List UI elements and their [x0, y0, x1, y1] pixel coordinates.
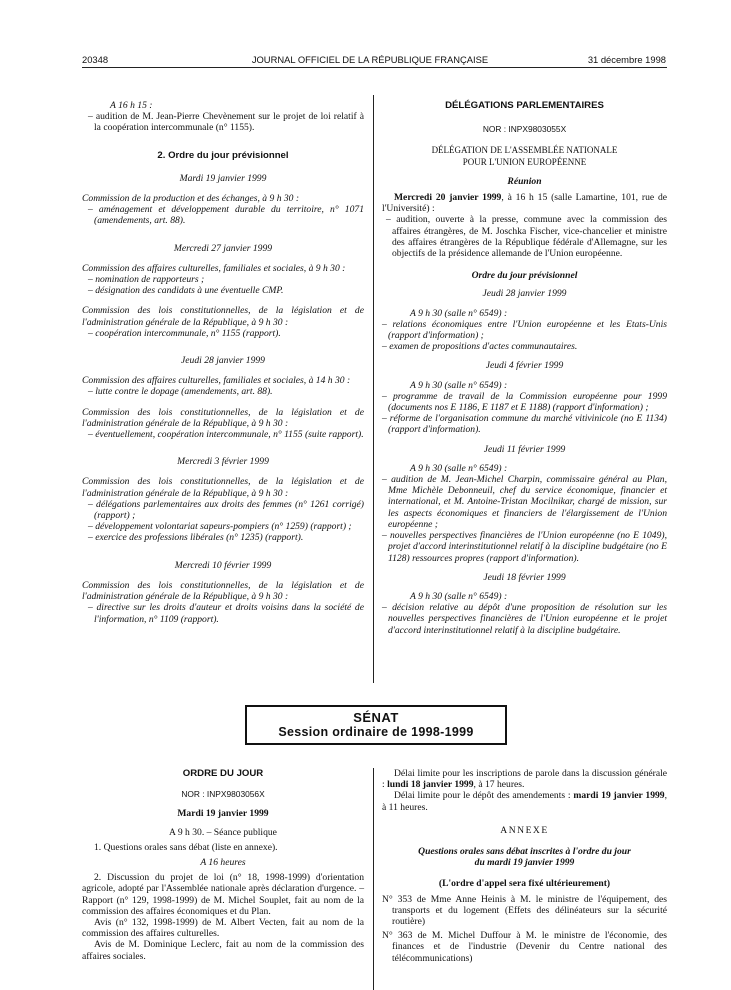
agenda-paragraph: Avis (n° 132, 1998-1999) de M. Albert Vecten, fait au nom de la commission des affaires culturelles.: [82, 917, 364, 940]
call-order-note: (L'ordre d'appel sera fixé ultérieurement): [438, 878, 611, 890]
date-heading: Jeudi 18 février 1999: [483, 571, 566, 583]
agenda-title: ORDRE DU JOUR: [182, 768, 264, 779]
section-heading: 2. Ordre du jour prévisionnel: [157, 149, 289, 161]
deadline-text: , à 11 heures.: [382, 790, 667, 813]
header-rule: [82, 67, 667, 68]
agenda-item: – nomination de rapporteurs ;: [88, 274, 205, 286]
deadline-text: , à 17 heures.: [473, 779, 525, 791]
agenda-item: – réforme de l'organisation commune du marché vitivinicole (no E 1134) (rapport d'information).: [382, 413, 667, 436]
time-label: A 9 h 30 (salle n° 6549) :: [410, 307, 508, 319]
right-column: [382, 100, 667, 636]
senat-banner: [245, 705, 507, 745]
time-label: A 9 h 30 (salle n° 6549) :: [410, 379, 508, 391]
agenda-item: – examen de propositions d'actes communautaires.: [382, 341, 578, 353]
agenda-item: – lutte contre le dopage (amendements, art. 88).: [88, 386, 273, 398]
question-item: N° 363 de M. Michel Duffour à M. le ministre de l'économie, des finances et de l'industrie (Devenir du Centre national des télécommunications): [382, 930, 667, 964]
meeting-date: Mercredi 20 janvier 1999: [394, 192, 502, 204]
questions-title: du mardi 19 janvier 1999: [474, 857, 575, 869]
agenda-item: – nouvelles perspectives financières de l'Union européenne (no E 1049), projet d'accord interinstitutionnel relatif à la discipline budgétaire (no E 1128) ressources propres (rapport d'information).: [382, 530, 667, 564]
page-number: 20348: [82, 54, 109, 65]
agenda-item: – audition de M. Jean-Pierre Chevènement sur le projet de loi relatif à la coopération intercommunale (n° 1155).: [88, 111, 364, 134]
date-heading: Mercredi 10 février 1999: [174, 559, 272, 571]
agenda-item: – coopération intercommunale, n° 1155 (rapport).: [88, 327, 281, 339]
agenda-item: – programme de travail de la Commission européenne pour 1999 (documents nos E 1186, E 1187 et E 1188) (rapport d'information) ;: [382, 390, 667, 414]
subsection-heading: Ordre du jour prévisionnel: [471, 270, 578, 282]
agenda-item: – délégations parlementaires aux droits des femmes (n° 1261 corrigé) (rapport) ;: [88, 498, 364, 522]
senat-annex-column: [382, 768, 667, 964]
commission-line: Commission des lois constitutionnelles, de la législation et de l'administration générale de la République, à 9 h 30 :: [82, 579, 364, 603]
deadline-date: lundi 18 janvier 1999: [387, 779, 474, 791]
date-heading: Jeudi 28 janvier 1999: [181, 355, 265, 367]
section-title: DÉLÉGATIONS PARLEMENTAIRES: [445, 100, 604, 111]
time-label: A 9 h 30 (salle n° 6549) :: [410, 590, 508, 602]
journal-title: JOURNAL OFFICIEL DE LA RÉPUBLIQUE FRANÇAISE: [251, 54, 489, 65]
nor-reference: NOR : INPX9803055X: [482, 124, 567, 135]
commission-line: Commission des affaires culturelles, familiales et sociales, à 9 h 30 :: [82, 262, 346, 274]
commission-line: Commission des lois constitutionnelles, de la législation et de l'administration générale de la République, à 9 h 30 :: [82, 476, 364, 499]
deadline-paragraph: [382, 790, 667, 812]
delegation-name: POUR L'UNION EUROPÉENNE: [462, 156, 587, 167]
question-item: N° 353 de Mme Anne Heinis à M. le ministre de l'équipement, des transports et du logement (Effets des délinéateurs sur la sécurité routière): [382, 893, 667, 928]
date-heading: Mercredi 27 janvier 1999: [173, 242, 273, 254]
deadline-text: Délai limite pour le dépôt des amendements :: [394, 790, 574, 802]
agenda-paragraph: Avis de M. Dominique Leclerc, fait au nom de la commission des affaires sociales.: [82, 939, 364, 962]
agenda-item: – aménagement et développement durable du territoire, n° 1071 (amendements, art. 88).: [88, 204, 364, 227]
subsection-heading: Réunion: [507, 175, 542, 187]
left-column: [82, 100, 364, 625]
date-heading: Mardi 19 janvier 1999: [179, 172, 267, 184]
commission-line: Commission des lois constitutionnelles, de la législation et de l'administration générale de la République, à 9 h 30 :: [82, 406, 364, 429]
senat-session: Session ordinaire de 1998-1999: [278, 725, 474, 739]
agenda-item: – relations économiques entre l'Union européenne et les Etats-Unis (rapport d'information) ;: [382, 318, 667, 342]
questions-title: Questions orales sans débat inscrites à l'ordre du jour: [418, 846, 631, 858]
senat-agenda-column: [82, 768, 364, 962]
agenda-item: – développement volontariat sapeurs-pompiers (n° 1259) (rapport) ;: [88, 521, 352, 533]
agenda-item: – décision relative au dépôt d'une proposition de résolution sur les nouvelles perspectives financières de l'Union européenne et le projet d'accord interinstitutionnel relatif à la discipline budgétaire.: [382, 602, 667, 636]
commission-line: Commission de la production et des échanges, à 9 h 30 :: [82, 193, 300, 205]
annex-title: ANNEXE: [500, 824, 549, 836]
session-time: A 9 h 30. – Séance publique: [169, 826, 277, 838]
deadline-text: Délai limite pour les inscriptions de parole dans la discussion générale :: [382, 768, 667, 791]
agenda-paragraph: 2. Discussion du projet de loi (n° 18, 1998-1999) d'orientation agricole, adopté par l'Assemblée nationale après déclaration d'urgence. – Rapport (n° 129, 1998-1999) de M. Michel Souplet, fait au nom de la commission des affaires économiques et du Plan.: [82, 872, 364, 917]
deadline-date: mardi 19 janvier 1999: [573, 790, 665, 802]
commission-line: Commission des lois constitutionnelles, de la législation et de l'administration générale de la République, à 9 h 30 :: [82, 305, 364, 328]
date-heading: Jeudi 11 février 1999: [483, 443, 566, 455]
senat-title: SÉNAT: [353, 710, 399, 725]
agenda-item: – audition, ouverte à la presse, commune avec la commission des affaires étrangères, de M. Joschka Fischer, vice-chancelier et ministre des affaires étrangères de la République fédérale d'Allemagne, sur les objectifs de la présidence allemande de l'Union européenne.: [386, 214, 667, 260]
date-heading: Mercredi 3 février 1999: [177, 456, 269, 468]
agenda-item: – éventuellement, coopération intercommunale, n° 1155 (suite rapport).: [88, 429, 364, 441]
column-divider: [373, 95, 374, 683]
agenda-item: – désignation des candidats à une éventuelle CMP.: [88, 285, 284, 297]
commission-line: Commission des affaires culturelles, familiales et sociales, à 14 h 30 :: [82, 375, 351, 387]
header-date: 31 décembre 1998: [587, 54, 666, 65]
nor-reference: NOR : INPX9803056X: [181, 789, 265, 800]
meeting-details: , à 16 h 15 (salle Lamartine, 101, rue de l'Université) :: [382, 192, 668, 215]
meeting-line: [382, 192, 667, 214]
agenda-date: Mardi 19 janvier 1999: [177, 808, 269, 820]
agenda-item: – directive sur les droits d'auteur et droits voisins dans la société de l'information, n° 1109 (rapport).: [88, 602, 364, 625]
time-label: A 9 h 30 (salle n° 6549) :: [410, 462, 508, 474]
deadline-paragraph: [382, 768, 667, 790]
date-heading: Jeudi 28 janvier 1999: [482, 288, 567, 300]
time-label: A 16 h 15 :: [110, 100, 153, 111]
date-heading: Jeudi 4 février 1999: [485, 360, 564, 372]
agenda-item: – audition de M. Jean-Michel Charpin, commissaire général au Plan, Mme Michèle Debonneuil, chef du service économique, financier et international, et M. Antoine-Tristan Mocilnikar, chargé de mission, sur les aspects économiques et financiers de l'élargissement de l'Union européenne ;: [382, 474, 667, 530]
agenda-item: – exercice des professions libérales (n° 1235) (rapport).: [88, 532, 304, 544]
delegation-name: DÉLÉGATION DE L'ASSEMBLÉE NATIONALE: [431, 145, 618, 156]
session-time: A 16 heures: [200, 857, 246, 869]
column-divider-bottom: [373, 768, 374, 990]
agenda-paragraph: 1. Questions orales sans débat (liste en annexe).: [94, 841, 278, 853]
